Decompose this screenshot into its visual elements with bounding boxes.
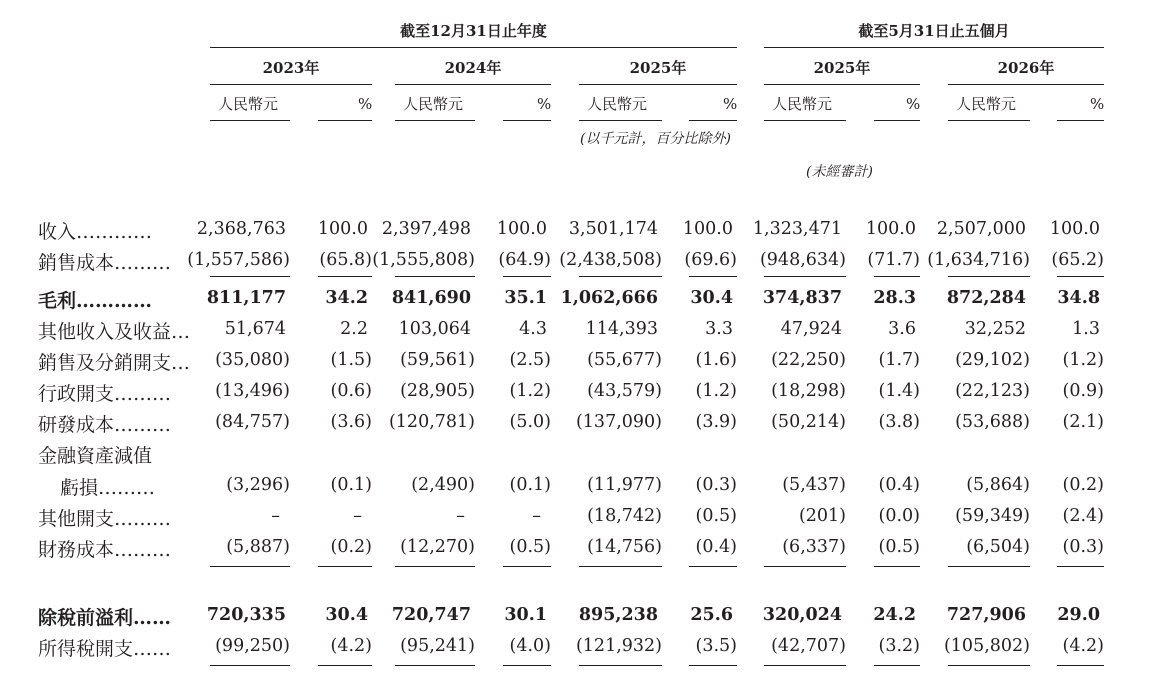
percent-cell: 28.3 [873, 288, 916, 308]
subtotal-rule [1057, 276, 1104, 277]
percent-cell: 100.0 [317, 219, 368, 239]
percent-cell: – [532, 506, 541, 526]
row-label: 行政開支……… [38, 383, 172, 405]
amount-cell: (6,337) [782, 537, 846, 557]
amount-cell: (13,496) [215, 381, 290, 401]
percent-cell: (0.5) [509, 537, 551, 557]
amount-cell: 32,252 [964, 319, 1026, 339]
row-label: 研發成本……… [38, 414, 172, 436]
percent-cell: (64.9) [498, 250, 551, 270]
amount-cell: (137,090) [575, 412, 662, 432]
period-header-five-months: 截至5月31日止五個月 [858, 22, 1010, 40]
subtotal-rule [318, 276, 372, 277]
row-label: 銷售及分銷開支… [38, 352, 191, 374]
amount-cell: 727,906 [946, 605, 1026, 625]
percent-cell: 34.2 [325, 288, 368, 308]
amount-cell: (59,561) [400, 350, 475, 370]
amount-cell: 51,674 [224, 319, 286, 339]
subtotal-rule [318, 566, 372, 567]
amount-cell: 1,062,666 [560, 288, 658, 308]
subtotal-rule [579, 665, 662, 666]
amount-cell: (5,864) [966, 475, 1030, 495]
percent-cell: (0.5) [878, 537, 920, 557]
percent-cell: (3.9) [695, 412, 737, 432]
currency-header: 人民幣元 [772, 95, 833, 113]
currency-header: 人民幣元 [218, 95, 279, 113]
amount-cell: (42,707) [771, 636, 846, 656]
percent-cell: (3.2) [878, 636, 920, 656]
amount-cell: (22,123) [955, 381, 1030, 401]
amount-cell: (120,781) [388, 412, 475, 432]
amount-cell: (18,298) [771, 381, 846, 401]
percent-cell: (3.8) [878, 412, 920, 432]
subtotal-rule [948, 276, 1030, 277]
amount-cell: (95,241) [400, 636, 475, 656]
year-header: 2025年 [629, 59, 687, 77]
currency-header: 人民幣元 [403, 95, 464, 113]
subtotal-rule [689, 276, 737, 277]
row-label: 其他收入及收益… [38, 321, 191, 343]
divider [395, 84, 551, 85]
percent-cell: 2.2 [340, 319, 368, 339]
subtotal-rule [210, 665, 290, 666]
amount-cell: 2,397,498 [381, 219, 471, 239]
amount-cell: (105,802) [943, 636, 1030, 656]
amount-cell: 720,747 [391, 605, 471, 625]
percent-cell: (4.2) [330, 636, 372, 656]
percent-cell: (0.4) [878, 475, 920, 495]
period-header-annual: 截至12月31日止年度 [400, 22, 547, 40]
row-label: 收入………… [38, 221, 153, 243]
year-header: 2025年 [813, 59, 871, 77]
percent-header: % [537, 95, 552, 113]
percent-cell: 24.2 [873, 605, 916, 625]
divider [210, 84, 372, 85]
amount-cell: – [456, 506, 465, 526]
percent-cell: (0.3) [695, 475, 737, 495]
percent-header: % [723, 95, 738, 113]
amount-cell: (3,296) [226, 475, 290, 495]
amount-cell: – [271, 506, 280, 526]
divider [210, 120, 290, 121]
percent-cell: 25.6 [690, 605, 733, 625]
subtotal-rule [395, 665, 475, 666]
percent-cell: – [353, 506, 362, 526]
percent-cell: (0.3) [1062, 537, 1104, 557]
percent-cell: (1.6) [695, 350, 737, 370]
amount-cell: 3,501,174 [568, 219, 658, 239]
divider [874, 120, 920, 121]
percent-cell: (0.6) [330, 381, 372, 401]
percent-cell: 100.0 [1049, 219, 1100, 239]
amount-cell: (53,688) [955, 412, 1030, 432]
percent-cell: (0.1) [330, 475, 372, 495]
divider [948, 84, 1104, 85]
amount-cell: 895,238 [578, 605, 658, 625]
amount-cell: 2,368,763 [196, 219, 286, 239]
amount-cell: 114,393 [585, 319, 658, 339]
percent-cell: 34.8 [1057, 288, 1100, 308]
divider [764, 47, 1104, 48]
percent-cell: (1.2) [1062, 350, 1104, 370]
amount-cell: (201) [798, 506, 846, 526]
amount-cell: (1,555,808) [372, 250, 475, 270]
amount-cell: (5,887) [226, 537, 290, 557]
unaudited-note: (未經審計) [806, 164, 873, 180]
amount-cell: (121,932) [575, 636, 662, 656]
amount-cell: (948,634) [759, 250, 846, 270]
divider [764, 120, 846, 121]
divider [318, 120, 372, 121]
row-label: 其他開支……… [38, 508, 172, 530]
percent-cell: 3.6 [888, 319, 916, 339]
divider [579, 84, 737, 85]
subtotal-rule [874, 276, 920, 277]
amount-cell: (14,756) [587, 537, 662, 557]
amount-cell: (11,977) [587, 475, 662, 495]
percent-cell: (4.0) [509, 636, 551, 656]
divider [503, 120, 551, 121]
amount-cell: 841,690 [391, 288, 471, 308]
percent-cell: (65.2) [1051, 250, 1104, 270]
divider [210, 47, 737, 48]
amount-cell: 2,507,000 [936, 219, 1026, 239]
amount-cell: (22,250) [771, 350, 846, 370]
percent-cell: (1.2) [509, 381, 551, 401]
percent-cell: 29.0 [1057, 605, 1100, 625]
amount-cell: 374,837 [762, 288, 842, 308]
amount-cell: 720,335 [206, 605, 286, 625]
row-label: 毛利………… [38, 290, 153, 312]
divider [764, 84, 920, 85]
subtotal-rule [764, 566, 846, 567]
percent-cell: 100.0 [865, 219, 916, 239]
percent-cell: (69.6) [684, 250, 737, 270]
percent-cell: (0.2) [1062, 475, 1104, 495]
subtotal-rule [503, 665, 551, 666]
currency-header: 人民幣元 [956, 95, 1017, 113]
amount-cell: (28,905) [400, 381, 475, 401]
amount-cell: 872,284 [946, 288, 1026, 308]
units-note: (以千元計，百分比除外) [580, 131, 731, 147]
subtotal-rule [1057, 566, 1104, 567]
row-label: 金融資產減值 [38, 445, 153, 467]
amount-cell: (59,349) [955, 506, 1030, 526]
percent-cell: 3.3 [705, 319, 733, 339]
percent-cell: (0.5) [695, 506, 737, 526]
amount-cell: (5,437) [782, 475, 846, 495]
percent-cell: 35.1 [504, 288, 547, 308]
subtotal-rule [395, 566, 475, 567]
percent-cell: (1.2) [695, 381, 737, 401]
percent-cell: (1.7) [878, 350, 920, 370]
percent-header: % [906, 95, 921, 113]
percent-cell: (3.6) [330, 412, 372, 432]
percent-cell: (0.1) [509, 475, 551, 495]
percent-cell: (0.0) [878, 506, 920, 526]
percent-cell: (0.2) [330, 537, 372, 557]
amount-cell: (55,677) [587, 350, 662, 370]
amount-cell: 47,924 [780, 319, 842, 339]
divider [689, 120, 737, 121]
amount-cell: (2,490) [411, 475, 475, 495]
percent-cell: (2.1) [1062, 412, 1104, 432]
row-label: 所得稅開支…… [38, 638, 172, 660]
subtotal-rule [874, 566, 920, 567]
percent-cell: 100.0 [682, 219, 733, 239]
amount-cell: (84,757) [215, 412, 290, 432]
row-label: 虧損……… [60, 477, 156, 499]
row-label: 財務成本……… [38, 539, 172, 561]
percent-cell: 30.4 [690, 288, 733, 308]
percent-cell: (1.5) [330, 350, 372, 370]
currency-header: 人民幣元 [587, 95, 648, 113]
row-label: 銷售成本……… [38, 252, 172, 274]
amount-cell: (2,438,508) [559, 250, 662, 270]
percent-cell: (0.9) [1062, 381, 1104, 401]
amount-cell: 811,177 [206, 288, 286, 308]
percent-header: % [1090, 95, 1105, 113]
subtotal-rule [210, 276, 290, 277]
percent-cell: (4.2) [1062, 636, 1104, 656]
divider [395, 120, 475, 121]
subtotal-rule [874, 665, 920, 666]
divider [948, 120, 1030, 121]
subtotal-rule [579, 566, 662, 567]
amount-cell: (1,634,716) [927, 250, 1030, 270]
subtotal-rule [948, 566, 1030, 567]
percent-cell: 4.3 [519, 319, 547, 339]
percent-cell: (5.0) [509, 412, 551, 432]
year-header: 2026年 [997, 59, 1055, 77]
subtotal-rule [689, 665, 737, 666]
subtotal-rule [689, 566, 737, 567]
percent-cell: (0.4) [695, 537, 737, 557]
subtotal-rule [503, 276, 551, 277]
percent-cell: (3.5) [695, 636, 737, 656]
amount-cell: (43,579) [587, 381, 662, 401]
percent-cell: (1.4) [878, 381, 920, 401]
amount-cell: (12,270) [400, 537, 475, 557]
amount-cell: (6,504) [966, 537, 1030, 557]
divider [1057, 120, 1104, 121]
percent-cell: 1.3 [1072, 319, 1100, 339]
year-header: 2024年 [444, 59, 502, 77]
subtotal-rule [503, 566, 551, 567]
year-header: 2023年 [262, 59, 320, 77]
amount-cell: (18,742) [587, 506, 662, 526]
amount-cell: 1,323,471 [752, 219, 842, 239]
divider [579, 120, 662, 121]
amount-cell: (29,102) [955, 350, 1030, 370]
row-label: 除稅前溢利…… [38, 607, 172, 629]
subtotal-rule [210, 566, 290, 567]
percent-cell: 30.1 [504, 605, 547, 625]
amount-cell: (50,214) [771, 412, 846, 432]
subtotal-rule [764, 276, 846, 277]
subtotal-rule [318, 665, 372, 666]
percent-cell: 30.4 [325, 605, 368, 625]
percent-cell: (2.4) [1062, 506, 1104, 526]
amount-cell: 103,064 [398, 319, 471, 339]
percent-header: % [358, 95, 373, 113]
percent-cell: (71.7) [867, 250, 920, 270]
subtotal-rule [948, 665, 1030, 666]
subtotal-rule [1057, 665, 1104, 666]
percent-cell: (65.8) [319, 250, 372, 270]
percent-cell: 100.0 [496, 219, 547, 239]
subtotal-rule [395, 276, 475, 277]
amount-cell: (35,080) [215, 350, 290, 370]
subtotal-rule [764, 665, 846, 666]
percent-cell: (2.5) [509, 350, 551, 370]
amount-cell: (1,557,586) [187, 250, 290, 270]
amount-cell: (99,250) [215, 636, 290, 656]
subtotal-rule [579, 276, 662, 277]
amount-cell: 320,024 [762, 605, 842, 625]
